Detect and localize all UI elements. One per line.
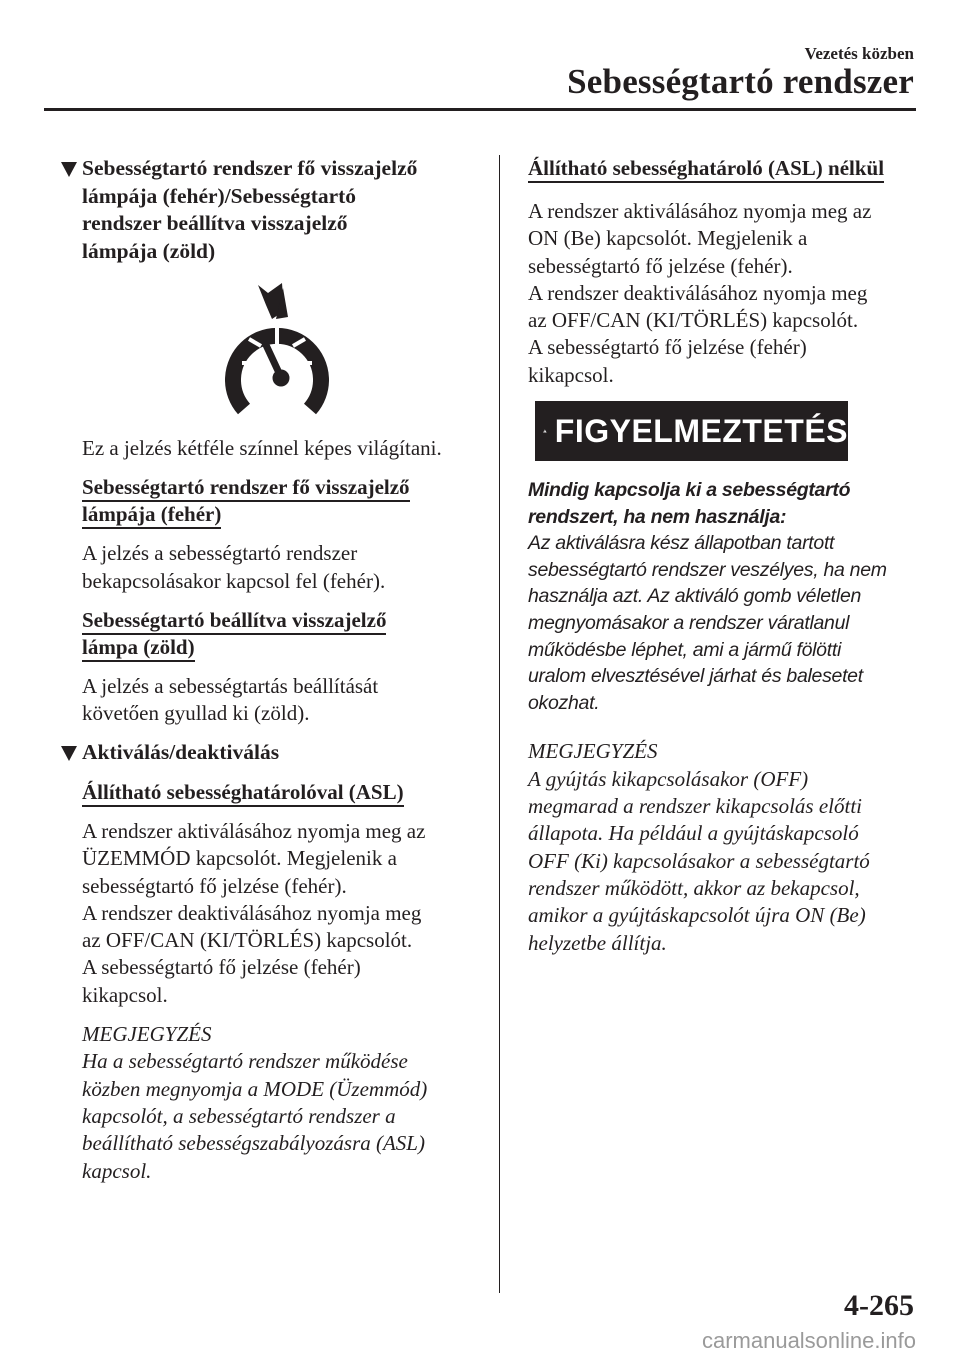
- section-label: Vezetés közben: [804, 44, 914, 63]
- sub-heading-white-lamp: Sebességtartó rendszer fő visszajelző lámpája (fehér): [82, 474, 477, 528]
- page-title: Sebességtartó rendszer: [567, 62, 914, 101]
- warning-banner: [535, 401, 848, 461]
- triangle-bullet-icon: [61, 746, 77, 761]
- warning-triangle-icon: [543, 412, 547, 450]
- warning-label: FIGYELMEZTETÉS: [554, 412, 848, 449]
- paragraph-white-lamp: A jelzés a sebességtartó rendszer bekapcsolásakor kapcsol fel (fehér).: [82, 541, 386, 593]
- column-divider: [499, 155, 500, 1293]
- header-rule: [44, 108, 916, 111]
- section-heading-activation: Aktiválás/deaktiválás: [82, 739, 477, 767]
- note-right: MEGJEGYZÉS A gyújtás kikapcsolásakor (OFF) megmarad a rendszer kikapcsolás előtti állapota. Ha például a gyújtáskapcsoló OFF (Ki) kapcsolásakor a sebességtartó rendszer működött, akkor az bekapcsol, amikor a gyújtáskapcsolót újra ON (Be) helyzetbe állítja.: [528, 739, 870, 955]
- sub-heading-with-asl: Állítható sebességhatárolóval (ASL): [82, 779, 477, 806]
- right-column: [528, 155, 913, 969]
- intro-text: Ez a jelzés kétféle színnel képes világítani.: [82, 436, 442, 460]
- sub-heading-without-asl: Állítható sebességhatároló (ASL) nélkül: [528, 155, 913, 182]
- sub-heading-green-lamp: Sebességtartó beállítva visszajelző lámpa (zöld): [82, 607, 477, 661]
- page-number: 4-265: [844, 1289, 914, 1322]
- section-heading-indicator: Sebességtartó rendszer fő visszajelző lámpája (fehér)/Sebességtartó rendszer beállítva visszajelző lámpája (zöld): [82, 155, 477, 265]
- left-column: [82, 155, 477, 1197]
- paragraph-without-asl: A rendszer aktiválásához nyomja meg az ON (Be) kapcsolót. Megjelenik a sebességtartó fő jelzése (fehér). A rendszer deaktiválásához nyomja meg az OFF/CAN (KI/TÖRLÉS) kapcsolót. A sebességtartó fő jelzése (fehér) kikapcsol.: [528, 199, 872, 387]
- watermark: carmanualsonline.info: [701, 1328, 916, 1353]
- cruise-control-indicator-icon: [222, 283, 332, 421]
- warning-body: Mindig kapcsolja ki a sebességtartó rendszert, ha nem használja: Az aktiválásra kész állapotban tartott sebességtartó rendszer veszélyes, ha nem használja azt. Az aktiváló gomb véletlen megnyomásakor a rendszer váratlanul működésbe léphet, ami a jármű fölötti uralom elvesztésével járhat és balesetet okozhat.: [528, 479, 887, 714]
- paragraph-with-asl: A rendszer aktiválásához nyomja meg az ÜZEMMÓD kapcsolót. Megjelenik a sebességtartó fő jelzése (fehér). A rendszer deaktiválásához nyomja meg az OFF/CAN (KI/TÖRLÉS) kapcsolót. A sebességtartó fő jelzése (fehér) kikapcsol.: [82, 818, 426, 1007]
- triangle-bullet-icon: [61, 162, 77, 177]
- note-left: MEGJEGYZÉS Ha a sebességtartó rendszer működése közben megnyomja a MODE (Üzemmód) kapcsolót, a sebességtartó rendszer a beállítható sebességszabályozásra (ASL) kapcsol.: [82, 1022, 428, 1183]
- paragraph-green-lamp: A jelzés a sebességtartás beállítását követően gyullad ki (zöld).: [82, 673, 379, 726]
